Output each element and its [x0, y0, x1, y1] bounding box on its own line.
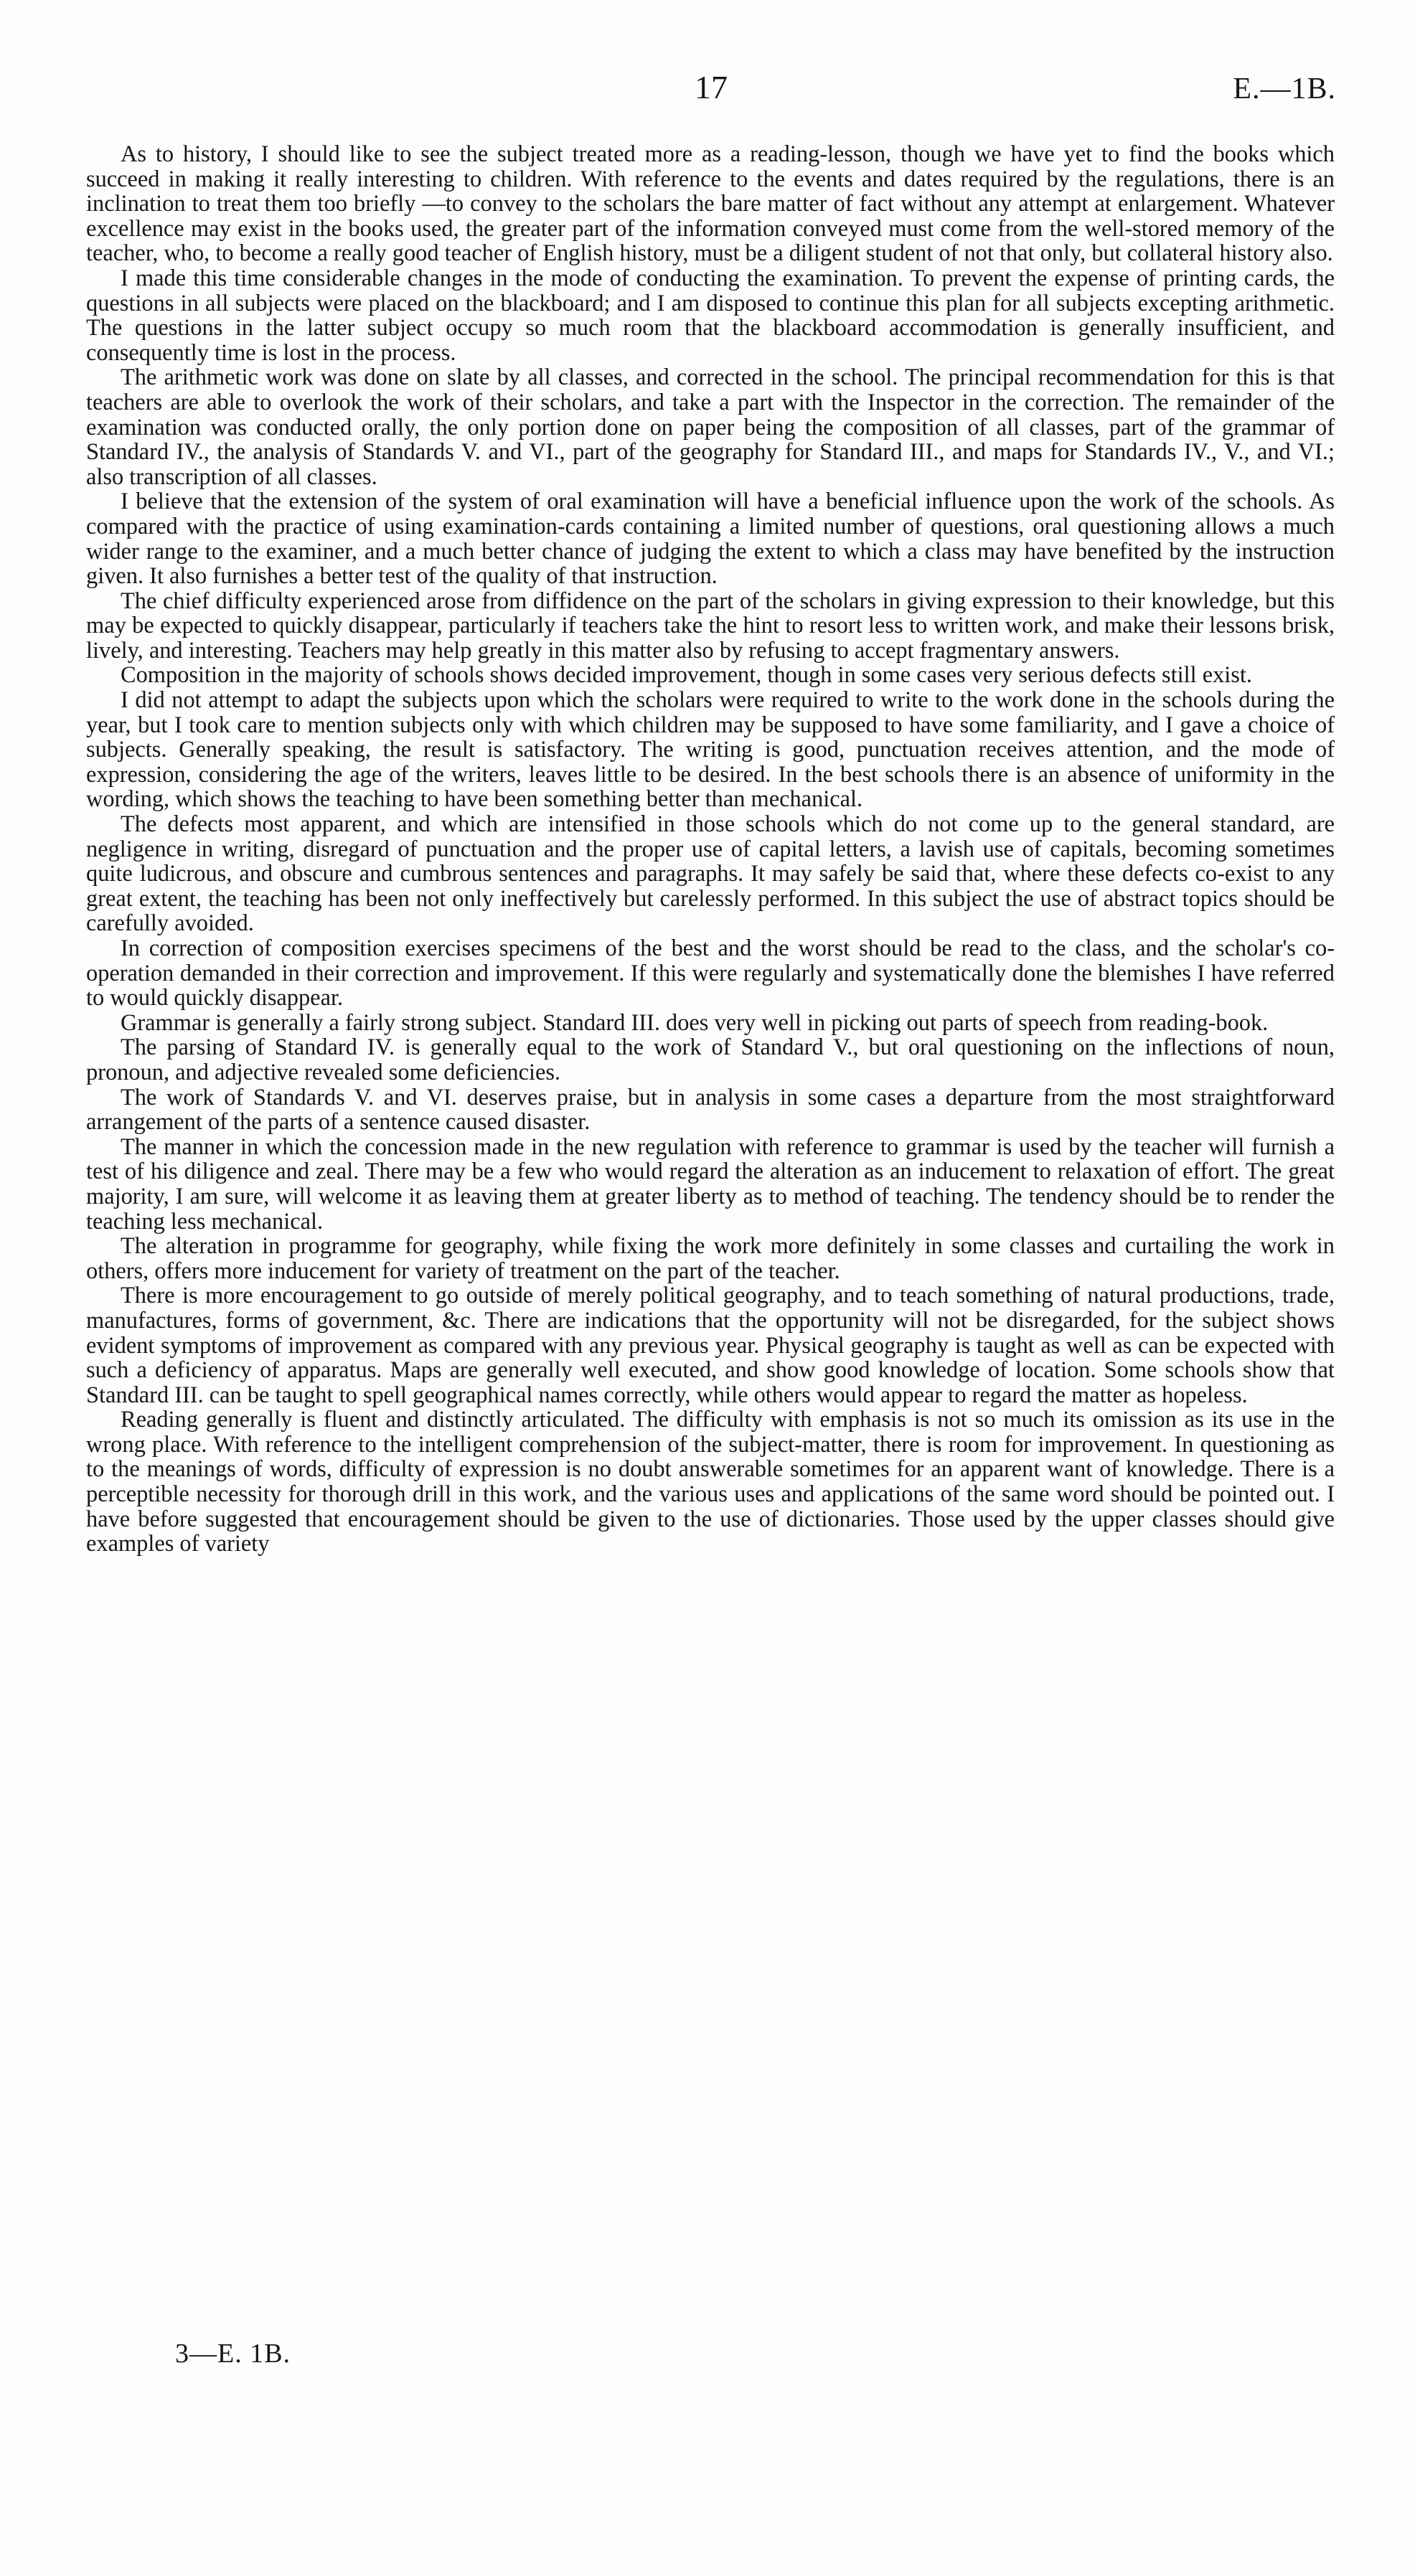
paragraph-chief-difficulty: The chief difficulty experienced arose from diffidence on the part of the scholars in giving expression to their knowledge, but this may be expected to quickly disappear, particularly if teachers take the hint to resort less to written work, and make their lessons brisk, lively, and interesting. Teachers may help greatly in this matter also by refusing to accept fragmentary answers.	[86, 588, 1335, 664]
paragraph-geography-programme: The alteration in programme for geography, while fixing the work more definitely in some classes and curtailing the work in others, offers more inducement for variety of treatment on the part of the teacher.	[86, 1233, 1335, 1284]
document-reference: E.—1B.	[1233, 72, 1336, 105]
paragraph-reading: Reading generally is fluent and distinctly articulated. The difficulty with emphasis is not so much its omission as its use in the wrong place. With reference to the intelligent comprehension of the subject-matter, there is room for improvement. In questioning as to the meanings of words, difficulty of expression is no doubt answerable sometimes for an apparent want of knowledge. There is a perceptible necessity for thorough drill in this work, and the various uses and applications of the same word should be pointed out. I have before suggested that encouragement should be given to the use of dictionaries. Those used by the upper classes should give examples of variety	[86, 1407, 1335, 1557]
paragraph-oral-examination: I believe that the extension of the system of oral examination will have a beneficial influence upon the work of the schools. As compared with the practice of using examination-cards containing a limited number of questions, oral questioning allows a much wider range to the examiner, and a much better chance of judging the extent to which a class may have benefited by the instruction given. It also furnishes a better test of the quality of that instruction.	[86, 489, 1335, 590]
paragraph-defects: The defects most apparent, and which are intensified in those schools which do not come up to the general standard, are negligence in writing, disregard of punctuation and the proper use of capital letters, a lavish use of capitals, becoming sometimes quite ludicrous, and obscure and cumbrous sentences and paragraphs. It may safely be said that, where these defects co-exist to any great extent, the teaching has been not only ineffectively but carelessly performed. In this subject the use of abstract topics should be carefully avoided.	[86, 811, 1335, 937]
paragraph-parsing: The parsing of Standard IV. is generally equal to the work of Standard V., but oral questioning on the inflections of noun, pronoun, and adjective revealed some deficiencies.	[86, 1034, 1335, 1085]
paragraph-history: As to history, I should like to see the subject treated more as a reading-lesson, though we have yet to find the books which succeed in making it really interesting to children. With reference to the events and dates required by the regulations, there is an inclination to treat them too briefly —to convey to the scholars the bare matter of fact without any attempt at enlargement. Whatever excellence may exist in the books used, the greater part of the information conveyed must come from the well-stored memory of the teacher, who, to become a really good teacher of English history, must be a diligent student of not that only, but collateral history also.	[86, 141, 1335, 267]
paragraph-analysis: The work of Standards V. and VI. deserves praise, but in analysis in some cases a departure from the most straightforward arrangement of the parts of a sentence caused disaster.	[86, 1084, 1335, 1136]
page-number: 17	[695, 69, 728, 105]
printer-signature: 3—E. 1B.	[175, 2339, 291, 2369]
paragraph-new-regulation: The manner in which the concession made in the new regulation with reference to grammar is used by the teacher will furnish a test of his diligence and zeal. There may be a few who would regard the alteration as an inducement to relaxation of effort. The great majority, I am sure, will welcome it as leaving them at greater liberty as to method of teaching. The tendency should be to render the teaching less mechanical.	[86, 1133, 1335, 1235]
paragraph-correction: In correction of composition exercises specimens of the best and the worst should be read to the class, and the scholar's co-operation demanded in their correction and improvement. If this were regularly and systematically done the blemishes I have referred to would quickly disappear.	[86, 935, 1335, 1011]
report-body	[86, 142, 1335, 1557]
paragraph-grammar: Grammar is generally a fairly strong subject. Standard III. does very well in picking out parts of speech from reading-book.	[121, 1009, 1269, 1036]
paragraph-composition: Composition in the majority of schools shows decided improvement, though in some cases very serious defects still exist.	[121, 662, 1253, 689]
paragraph-examination-changes: I made this time considerable changes in the mode of conducting the examination. To prevent the expense of printing cards, the questions in all subjects were placed on the blackboard; and I am disposed to continue this plan for all subjects excepting arithmetic. The questions in the latter subject occupy so much room that the blackboard accommodation is generally insufficient, and consequently time is lost in the process.	[86, 265, 1335, 366]
paragraph-geography-encouragement: There is more encouragement to go outside of merely political geography, and to teach something of natural productions, trade, manufactures, forms of government, &c. There are indications that the opportunity will not be disregarded, for the subject shows evident symptoms of improvement as compared with any previous year. Physical geography is taught as well as can be expected with such a deficiency of apparatus. Maps are generally well executed, and show good knowledge of location. Some schools show that Standard III. can be taught to spell geographical names correctly, while others would appear to regard the matter as hopeless.	[86, 1283, 1335, 1408]
paragraph-composition-subjects: I did not attempt to adapt the subjects upon which the scholars were required to write to the work done in the schools during the year, but I took care to mention subjects only with which children may be supposed to have some familiarity, and I gave a choice of subjects. Generally speaking, the result is satisfactory. The writing is good, punctuation receives attention, and the mode of expression, considering the age of the writers, leaves little to be desired. In the best schools there is an absence of uniformity in the wording, which shows the teaching to have been something better than mechanical.	[86, 687, 1335, 813]
paragraph-arithmetic: The arithmetic work was done on slate by all classes, and corrected in the school. The principal recommendation for this is that teachers are able to overlook the work of their scholars, and take a part with the Inspector in the correction. The remainder of the examination was conducted orally, the only portion done on paper being the composition of all classes, part of the grammar of Standard IV., the analysis of Standards V. and VI., part of the geography for Standard III., and maps for Standards IV., V., and VI.; also transcription of all classes.	[86, 364, 1335, 490]
